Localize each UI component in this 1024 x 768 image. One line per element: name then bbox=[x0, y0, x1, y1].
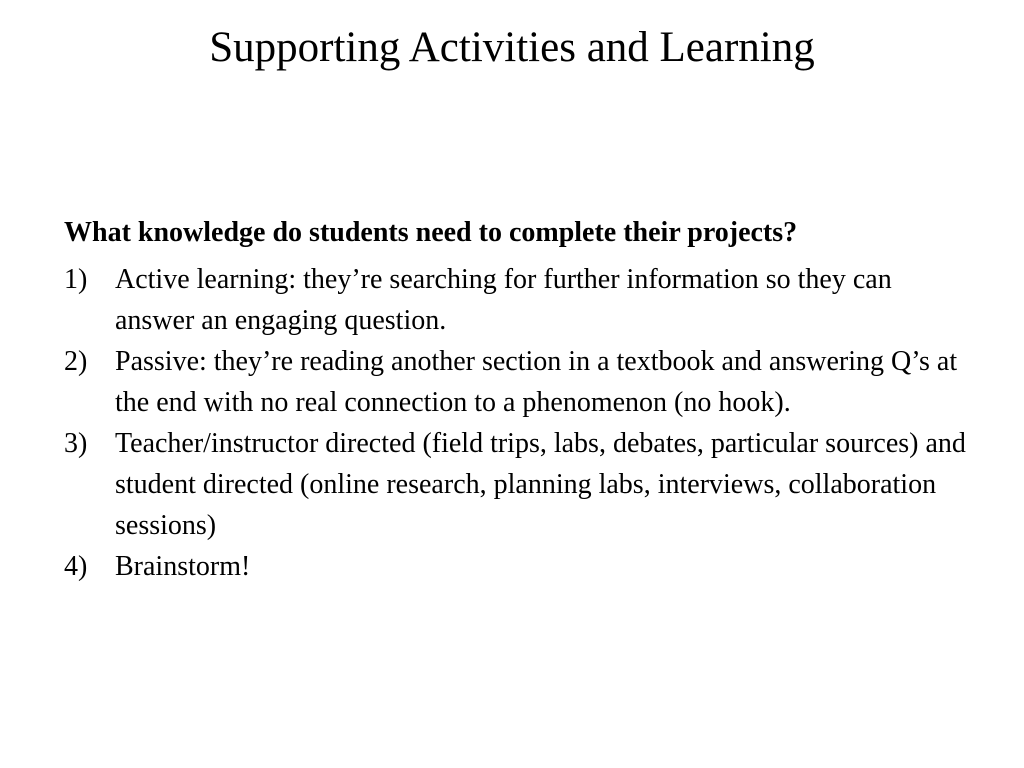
list-item-number: 4) bbox=[64, 551, 88, 582]
list-item bbox=[64, 259, 974, 341]
guiding-question: What knowledge do students need to complete their projects? bbox=[64, 217, 798, 248]
list-item bbox=[64, 423, 974, 546]
slide-title: Supporting Activities and Learning bbox=[209, 24, 815, 71]
list-item-number: 1) bbox=[64, 264, 88, 295]
list-item-number: 2) bbox=[64, 346, 88, 377]
list-item-text: Brainstorm! bbox=[115, 551, 251, 582]
list-item bbox=[64, 341, 974, 423]
list-item-text: Passive: they’re reading another section in a textbook and answering Q’s at the end with no real connection to a phenomenon (no hook). bbox=[115, 346, 958, 418]
slide-content bbox=[64, 213, 974, 587]
list-item-number: 3) bbox=[64, 428, 88, 459]
list-item bbox=[64, 546, 974, 587]
list-item-text: Teacher/instructor directed (field trips, labs, debates, particular sources) and student directed (online research, planning labs, interviews, collaboration sessions) bbox=[115, 428, 966, 541]
list-item-text: Active learning: they’re searching for further information so they can answer an engaging question. bbox=[115, 264, 892, 336]
numbered-list bbox=[64, 259, 974, 587]
